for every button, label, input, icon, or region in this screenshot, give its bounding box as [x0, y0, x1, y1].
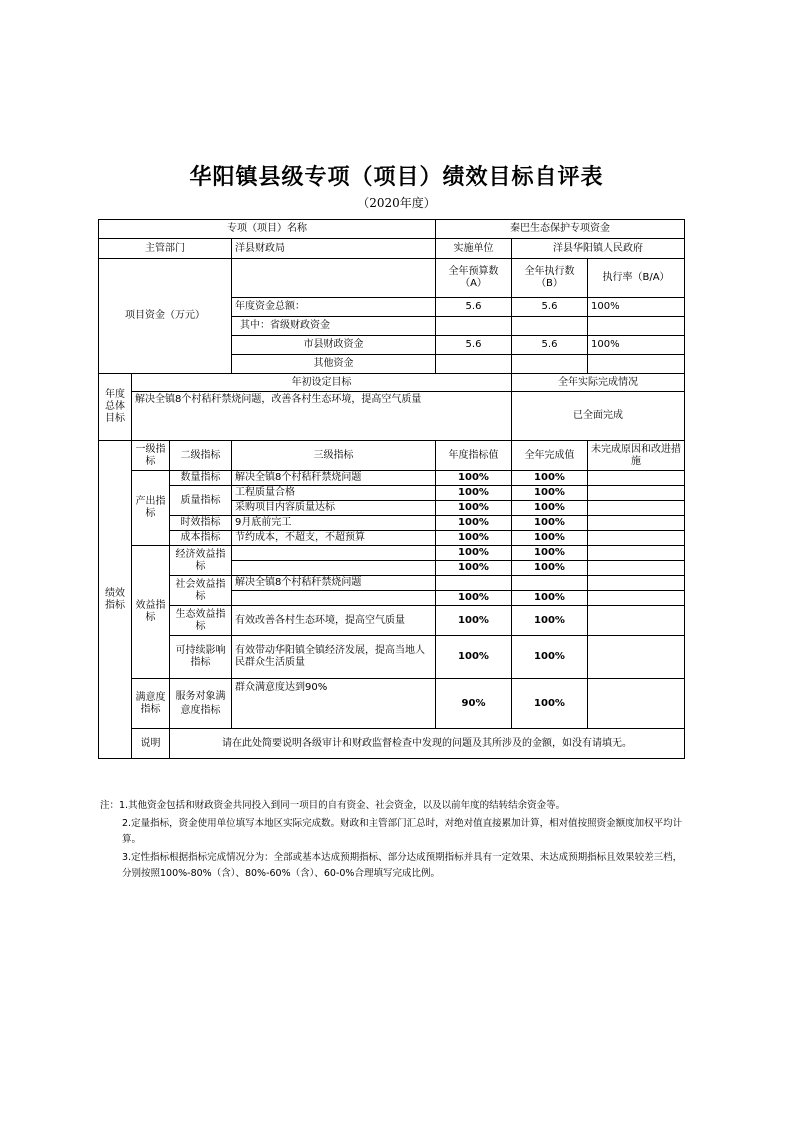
funds-row-exec: 5.6 — [512, 298, 588, 317]
target-value: 100% — [436, 636, 512, 679]
ind-col-l1: 一级指标 — [132, 441, 170, 471]
reason-cell — [588, 561, 685, 576]
funds-row-rate: 100% — [588, 298, 685, 317]
l3-text: 解决全镇8个村秸秆禁烧问题 — [232, 576, 436, 591]
l3-text — [232, 546, 436, 561]
funds-row-exec — [512, 355, 588, 374]
funds-row-budget — [436, 355, 512, 374]
reason-cell — [588, 486, 685, 501]
actual-value: 100% — [512, 531, 588, 546]
benefit-indicator-label: 效益指标 — [132, 546, 170, 679]
reason-cell — [588, 606, 685, 636]
target-value: 100% — [436, 606, 512, 636]
reason-cell — [588, 576, 685, 591]
evaluation-table — [98, 219, 685, 759]
actual-value: 100% — [512, 546, 588, 561]
funds-row-label: 年度资金总额： — [232, 298, 436, 317]
satisfaction-indicator-label: 满意度指标 — [132, 679, 170, 729]
actual-value: 100% — [512, 636, 588, 679]
l2-label: 时效指标 — [170, 516, 232, 531]
funds-row-label: 其他资金 — [232, 355, 436, 374]
l3-text: 节约成本，不超支，不超预算 — [232, 531, 436, 546]
actual-value: 100% — [512, 679, 588, 729]
target-value: 100% — [436, 486, 512, 501]
footnote: 3.定性指标根据指标完成情况分为：全部或基本达成预期指标、部分达成预期指标并具有一定效果、未达成预期指标且效果较差三档，分别按照100%-80%（含）、80%-60%（含）、60-0%合理填写完成比例。 — [122, 852, 683, 879]
goals-set-text: 解决全镇8个村秸秆禁烧问题，改善各村生态环境，提高空气质量 — [132, 392, 512, 441]
reason-cell — [588, 531, 685, 546]
funds-row-exec: 5.6 — [512, 336, 588, 355]
actual-value: 100% — [512, 561, 588, 576]
funds-section-label: 项目资金（万元） — [99, 259, 232, 374]
target-value: 100% — [436, 546, 512, 561]
reason-cell — [588, 516, 685, 531]
actual-value — [512, 576, 588, 591]
funds-col-budget: 全年预算数（A） — [436, 259, 512, 298]
l2-label: 可持续影响指标 — [170, 636, 232, 679]
impl-label: 实施单位 — [436, 239, 512, 259]
project-name-value: 秦巴生态保护专项资金 — [436, 220, 685, 239]
ind-col-l2: 二级指标 — [170, 441, 232, 471]
l3-text: 群众满意度达到90% — [232, 679, 436, 729]
actual-value: 100% — [512, 501, 588, 516]
goals-actual-text: 已全面完成 — [512, 392, 685, 441]
funds-row-exec — [512, 317, 588, 336]
l3-text — [232, 591, 436, 606]
goals-col-set: 年初设定目标 — [132, 374, 512, 392]
actual-value: 100% — [512, 516, 588, 531]
reason-cell — [588, 591, 685, 606]
actual-value: 100% — [512, 606, 588, 636]
l3-text: 9月底前完工 — [232, 516, 436, 531]
target-value: 100% — [436, 501, 512, 516]
footnote: 注：1.其他资金包括和财政资金共同投入到同一项目的自有资金、社会资金，以及以前年度的结转结余资金等。 — [100, 800, 566, 811]
target-value: 100% — [436, 591, 512, 606]
footnote: 2.定量指标，资金使用单位填写本地区实际完成数。财政和主管部门汇总时，对绝对值直接累加计算，相对值按照资金额度加权平均计算。 — [122, 818, 683, 845]
footnotes — [100, 798, 690, 884]
project-name-label: 专项（项目）名称 — [99, 220, 436, 239]
funds-row-label: 其中：省级财政资金 — [232, 317, 436, 336]
reason-cell — [588, 501, 685, 516]
funds-row-label: 市县财政资金 — [232, 336, 436, 355]
remark-text: 请在此处简要说明各级审计和财政监督检查中发现的问题及其所涉及的金额，如没有请填无。 — [170, 729, 685, 759]
funds-row-rate — [588, 317, 685, 336]
l3-text: 解决全镇8个村秸秆禁烧问题 — [232, 471, 436, 486]
page-year: （2020年度） — [357, 196, 436, 210]
target-value — [436, 576, 512, 591]
ind-col-target: 年度指标值 — [436, 441, 512, 471]
target-value: 100% — [436, 516, 512, 531]
l2-label: 数量指标 — [170, 471, 232, 486]
target-value: 100% — [436, 471, 512, 486]
funds-row-budget: 5.6 — [436, 298, 512, 317]
funds-row-budget: 5.6 — [436, 336, 512, 355]
funds-row-rate: 100% — [588, 336, 685, 355]
l3-text — [232, 561, 436, 576]
goals-col-actual: 全年实际完成情况 — [512, 374, 685, 392]
l2-label: 质量指标 — [170, 486, 232, 516]
funds-col-rate: 执行率（B/A） — [588, 259, 685, 298]
actual-value: 100% — [512, 591, 588, 606]
l3-text: 采购项目内容质量达标 — [232, 501, 436, 516]
l2-label: 生态效益指标 — [170, 606, 232, 636]
funds-row-rate — [588, 355, 685, 374]
l3-text: 有效带动华阳镇全镇经济发展，提高当地人民群众生活质量 — [232, 636, 436, 679]
output-indicator-label: 产出指标 — [132, 471, 170, 546]
funds-header-blank — [232, 259, 436, 298]
target-value: 100% — [436, 561, 512, 576]
dept-value: 洋县财政局 — [232, 239, 436, 259]
ind-col-l3: 三级指标 — [232, 441, 436, 471]
actual-value: 100% — [512, 486, 588, 501]
l2-label: 成本指标 — [170, 531, 232, 546]
l2-label: 服务对象满意度指标 — [170, 679, 232, 729]
reason-cell — [588, 679, 685, 729]
dept-label: 主管部门 — [99, 239, 232, 259]
l3-text: 有效改善各村生态环境，提高空气质量 — [232, 606, 436, 636]
reason-cell — [588, 471, 685, 486]
remark-label: 说明 — [132, 729, 170, 759]
funds-col-exec: 全年执行数（B） — [512, 259, 588, 298]
page-title: 华阳镇县级专项（项目）绩效目标自评表 — [189, 164, 604, 190]
reason-cell — [588, 636, 685, 679]
l2-label: 社会效益指标 — [170, 576, 232, 606]
impl-value: 洋县华阳镇人民政府 — [512, 239, 685, 259]
actual-value: 100% — [512, 471, 588, 486]
funds-row-budget — [436, 317, 512, 336]
target-value: 100% — [436, 531, 512, 546]
target-value: 90% — [436, 679, 512, 729]
l2-label: 经济效益指标 — [170, 546, 232, 576]
ind-col-reason: 未完成原因和改进措施 — [588, 441, 685, 471]
l3-text: 工程质量合格 — [232, 486, 436, 501]
reason-cell — [588, 546, 685, 561]
goals-section-label: 年度总体目标 — [99, 374, 132, 441]
ind-col-actual: 全年完成值 — [512, 441, 588, 471]
indicators-section-label: 绩效指标 — [99, 441, 132, 759]
